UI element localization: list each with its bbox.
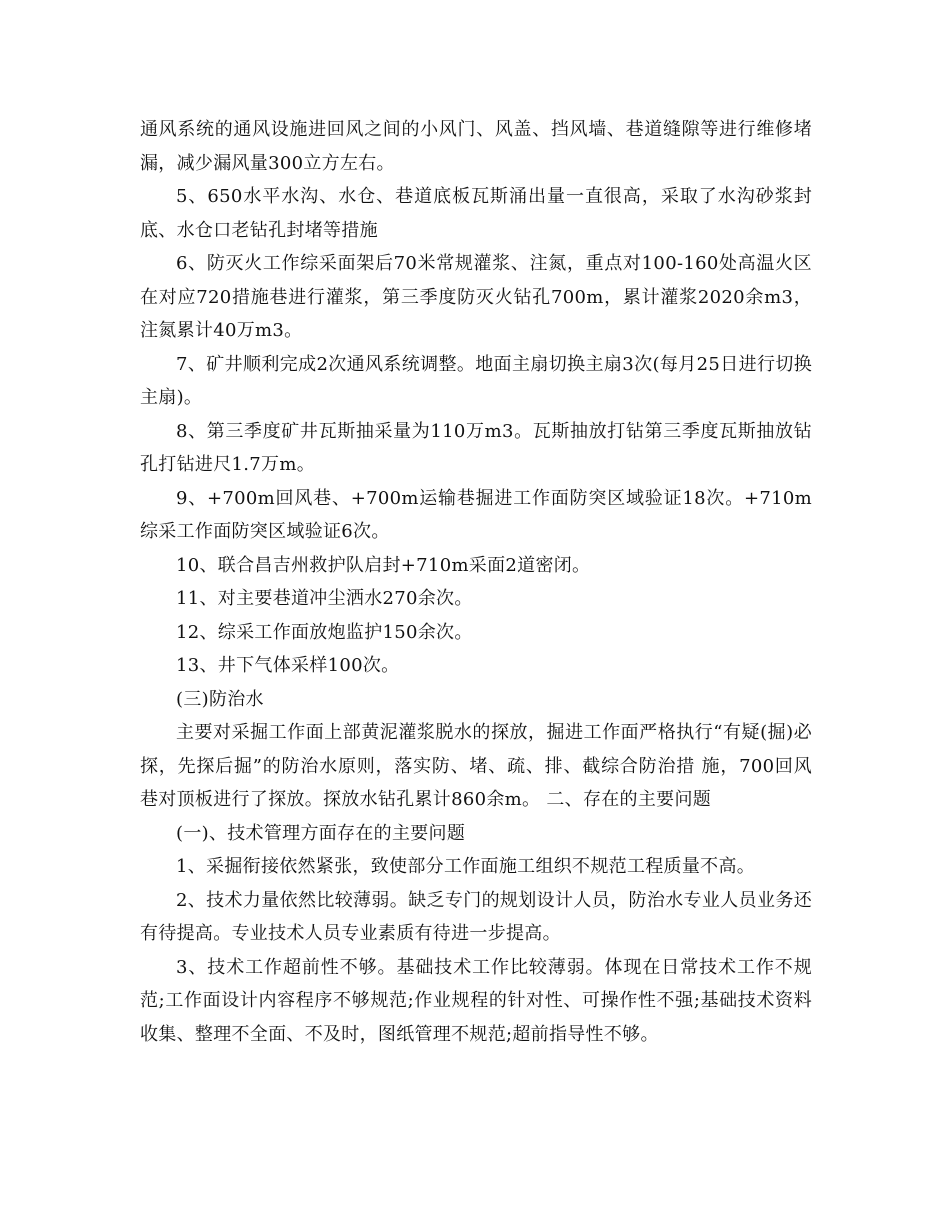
paragraph-problem-2: 2、技术力量依然比较薄弱。缺乏专门的规划设计人员，防治水专业人员业务还有待提高。专业技术人员专业素质有待进一步提高。: [140, 889, 812, 944]
document-body: [140, 113, 812, 1051]
paragraph-item-5: 5、650水平水沟、水仓、巷道底板瓦斯涌出量一直很高，采取了水沟砂浆封底、水仓口老钻孔封堵等措施: [140, 186, 812, 241]
paragraph-item-11: 11、对主要巷道冲尘洒水270余次。: [176, 588, 473, 609]
paragraph-item-10: 10、联合昌吉州救护队启封+710m采面2道密闭。: [176, 554, 591, 576]
paragraph-water-control: 主要对采掘工作面上部黄泥灌浆脱水的探放，掘进工作面严格执行“有疑(掘)必探，先探后掘”的防治水原则，落实防、堵、疏、排、截综合防治措 施，700回风巷对顶板进行了探放。探放水钻孔累计860余m。 二、存在的主要问题: [140, 722, 812, 810]
paragraph-item-9: 9、+700m回风巷、+700m运输巷掘进工作面防突区域验证18次。+710m综采工作面防突区域验证6次。: [140, 487, 812, 542]
paragraph-ventilation-repair: 通风系统的通风设施进回风之间的小风门、风盖、挡风墙、巷道缝隙等进行维修堵漏，减少漏风量300立方左右。: [140, 119, 812, 174]
paragraph-problem-3: 3、技术工作超前性不够。基础技术工作比较薄弱。体现在日常技术工作不规范;工作面设计内容程序不够规范;作业规程的针对性、可操作性不强;基础技术资料收集、整理不全面、不及时，图纸管理不规范;超前指导性不够。: [140, 956, 812, 1045]
paragraph-item-8: 8、第三季度矿井瓦斯抽采量为110万m3。瓦斯抽放打钻第三季度瓦斯抽放钻孔打钻进尺1.7万m。: [140, 420, 812, 475]
paragraph-problem-1: 1、采掘衔接依然紧张，致使部分工作面施工组织不规范工程质量不高。: [176, 856, 756, 877]
paragraph-item-7: 7、矿井顺利完成2次通风系统调整。地面主扇切换主扇3次(每月25日进行切换主扇)。: [140, 353, 812, 408]
section-heading-technical-management: (一)、技术管理方面存在的主要问题: [176, 822, 466, 844]
paragraph-item-13: 13、井下气体采样100次。: [176, 655, 400, 676]
paragraph-item-12: 12、综采工作面放炮监护150余次。: [176, 621, 473, 643]
section-heading-water-control: (三)防治水: [176, 688, 264, 710]
paragraph-item-6: 6、防灭火工作综采面架后70米常规灌浆、注氮，重点对100-160处高温火区在对应720措施巷进行灌浆，第三季度防灭火钻孔700m，累计灌浆2020余m3，注氮累计40万m3。: [140, 253, 812, 341]
